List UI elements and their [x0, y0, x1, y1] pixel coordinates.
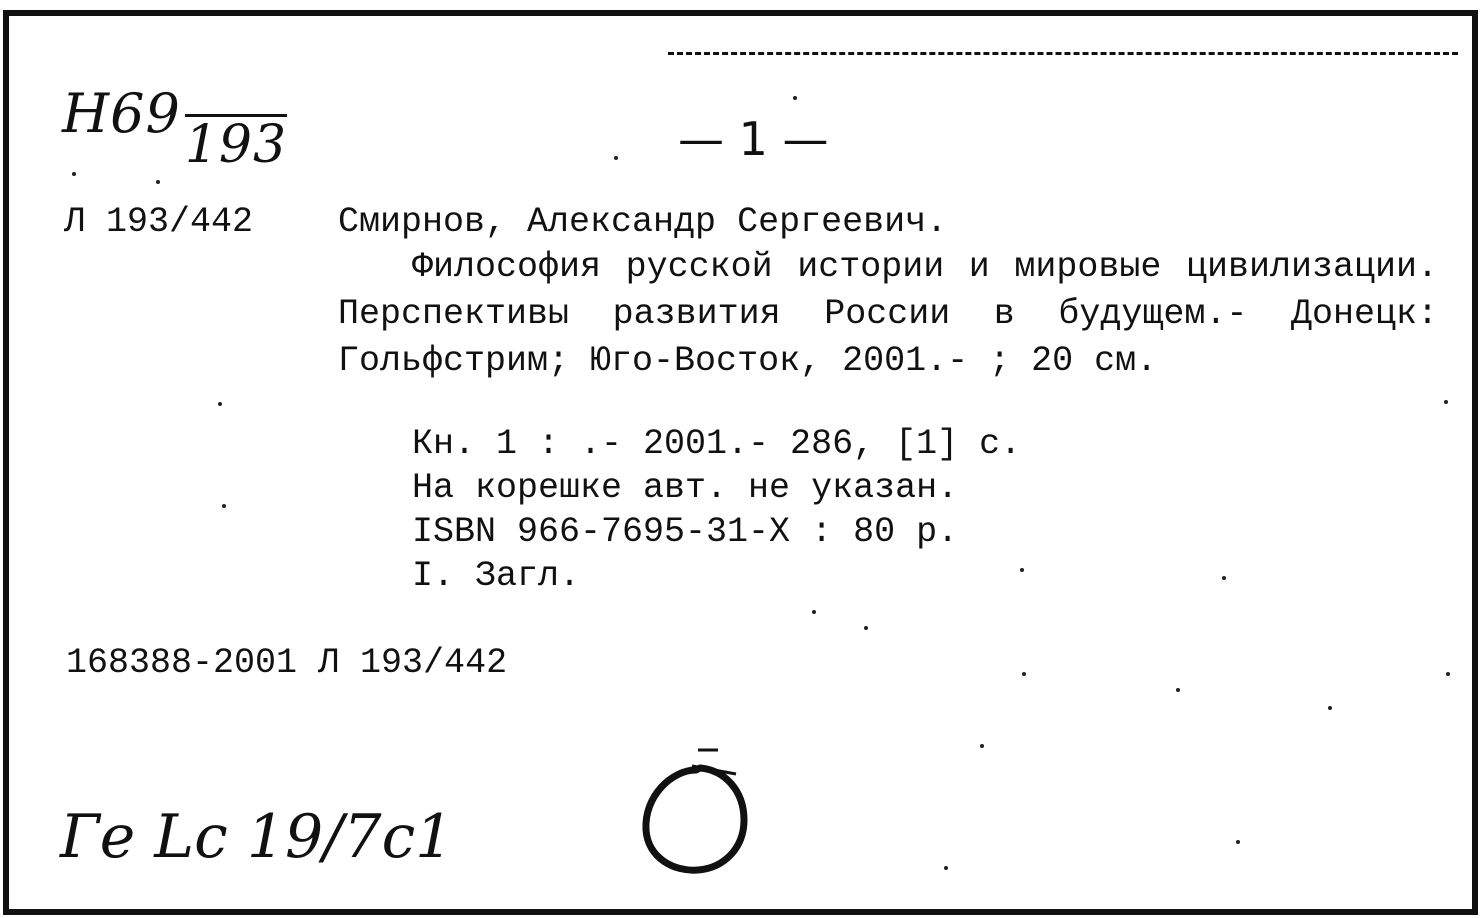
- speck: [1446, 672, 1450, 676]
- speck: [944, 866, 948, 870]
- handwritten-bottom-note: Ге Lc 19/7с1: [60, 802, 454, 872]
- tracing-line: I. Загл.: [412, 556, 581, 596]
- speck: [72, 172, 76, 176]
- speck: [864, 626, 868, 630]
- speck: [1022, 672, 1026, 676]
- speck: [812, 610, 816, 614]
- note-line: На корешке авт. не указан.: [412, 468, 959, 508]
- shelf-mark-sub: 193: [184, 115, 288, 175]
- isbn-line: ISBN 966-7695-31-X : 80 р.: [412, 512, 959, 552]
- speck: [222, 504, 226, 508]
- speck: [1328, 706, 1332, 710]
- author-heading: Смирнов, Александр Сергеевич.: [338, 202, 948, 242]
- handwritten-shelf-mark: [62, 82, 288, 175]
- speck: [1444, 400, 1448, 404]
- call-number: Л 193/442: [64, 202, 254, 242]
- shelf-mark-main: Н69: [62, 82, 181, 145]
- card-number: — 1 —: [678, 112, 829, 166]
- speck: [614, 156, 618, 160]
- top-dashed-rule: [668, 52, 1458, 55]
- punch-hole-circle: [632, 748, 757, 878]
- bibliographic-description: Философия русской истории и мировые цивилизации. Перспективы развития России в будущем.- Донецк: Гольфстрим; Юго-Восток, 2001.- ; 20 см.: [338, 247, 1438, 381]
- speck: [1176, 688, 1180, 692]
- speck: [1236, 840, 1240, 844]
- speck: [1020, 568, 1024, 572]
- speck: [980, 744, 984, 748]
- volume-line: Кн. 1 : .- 2001.- 286, [1] с.: [412, 424, 1022, 464]
- speck: [218, 402, 222, 406]
- speck: [1222, 576, 1226, 580]
- inventory-line: 168388-2001 Л 193/442: [66, 643, 508, 683]
- speck: [156, 180, 160, 184]
- speck: [793, 96, 797, 100]
